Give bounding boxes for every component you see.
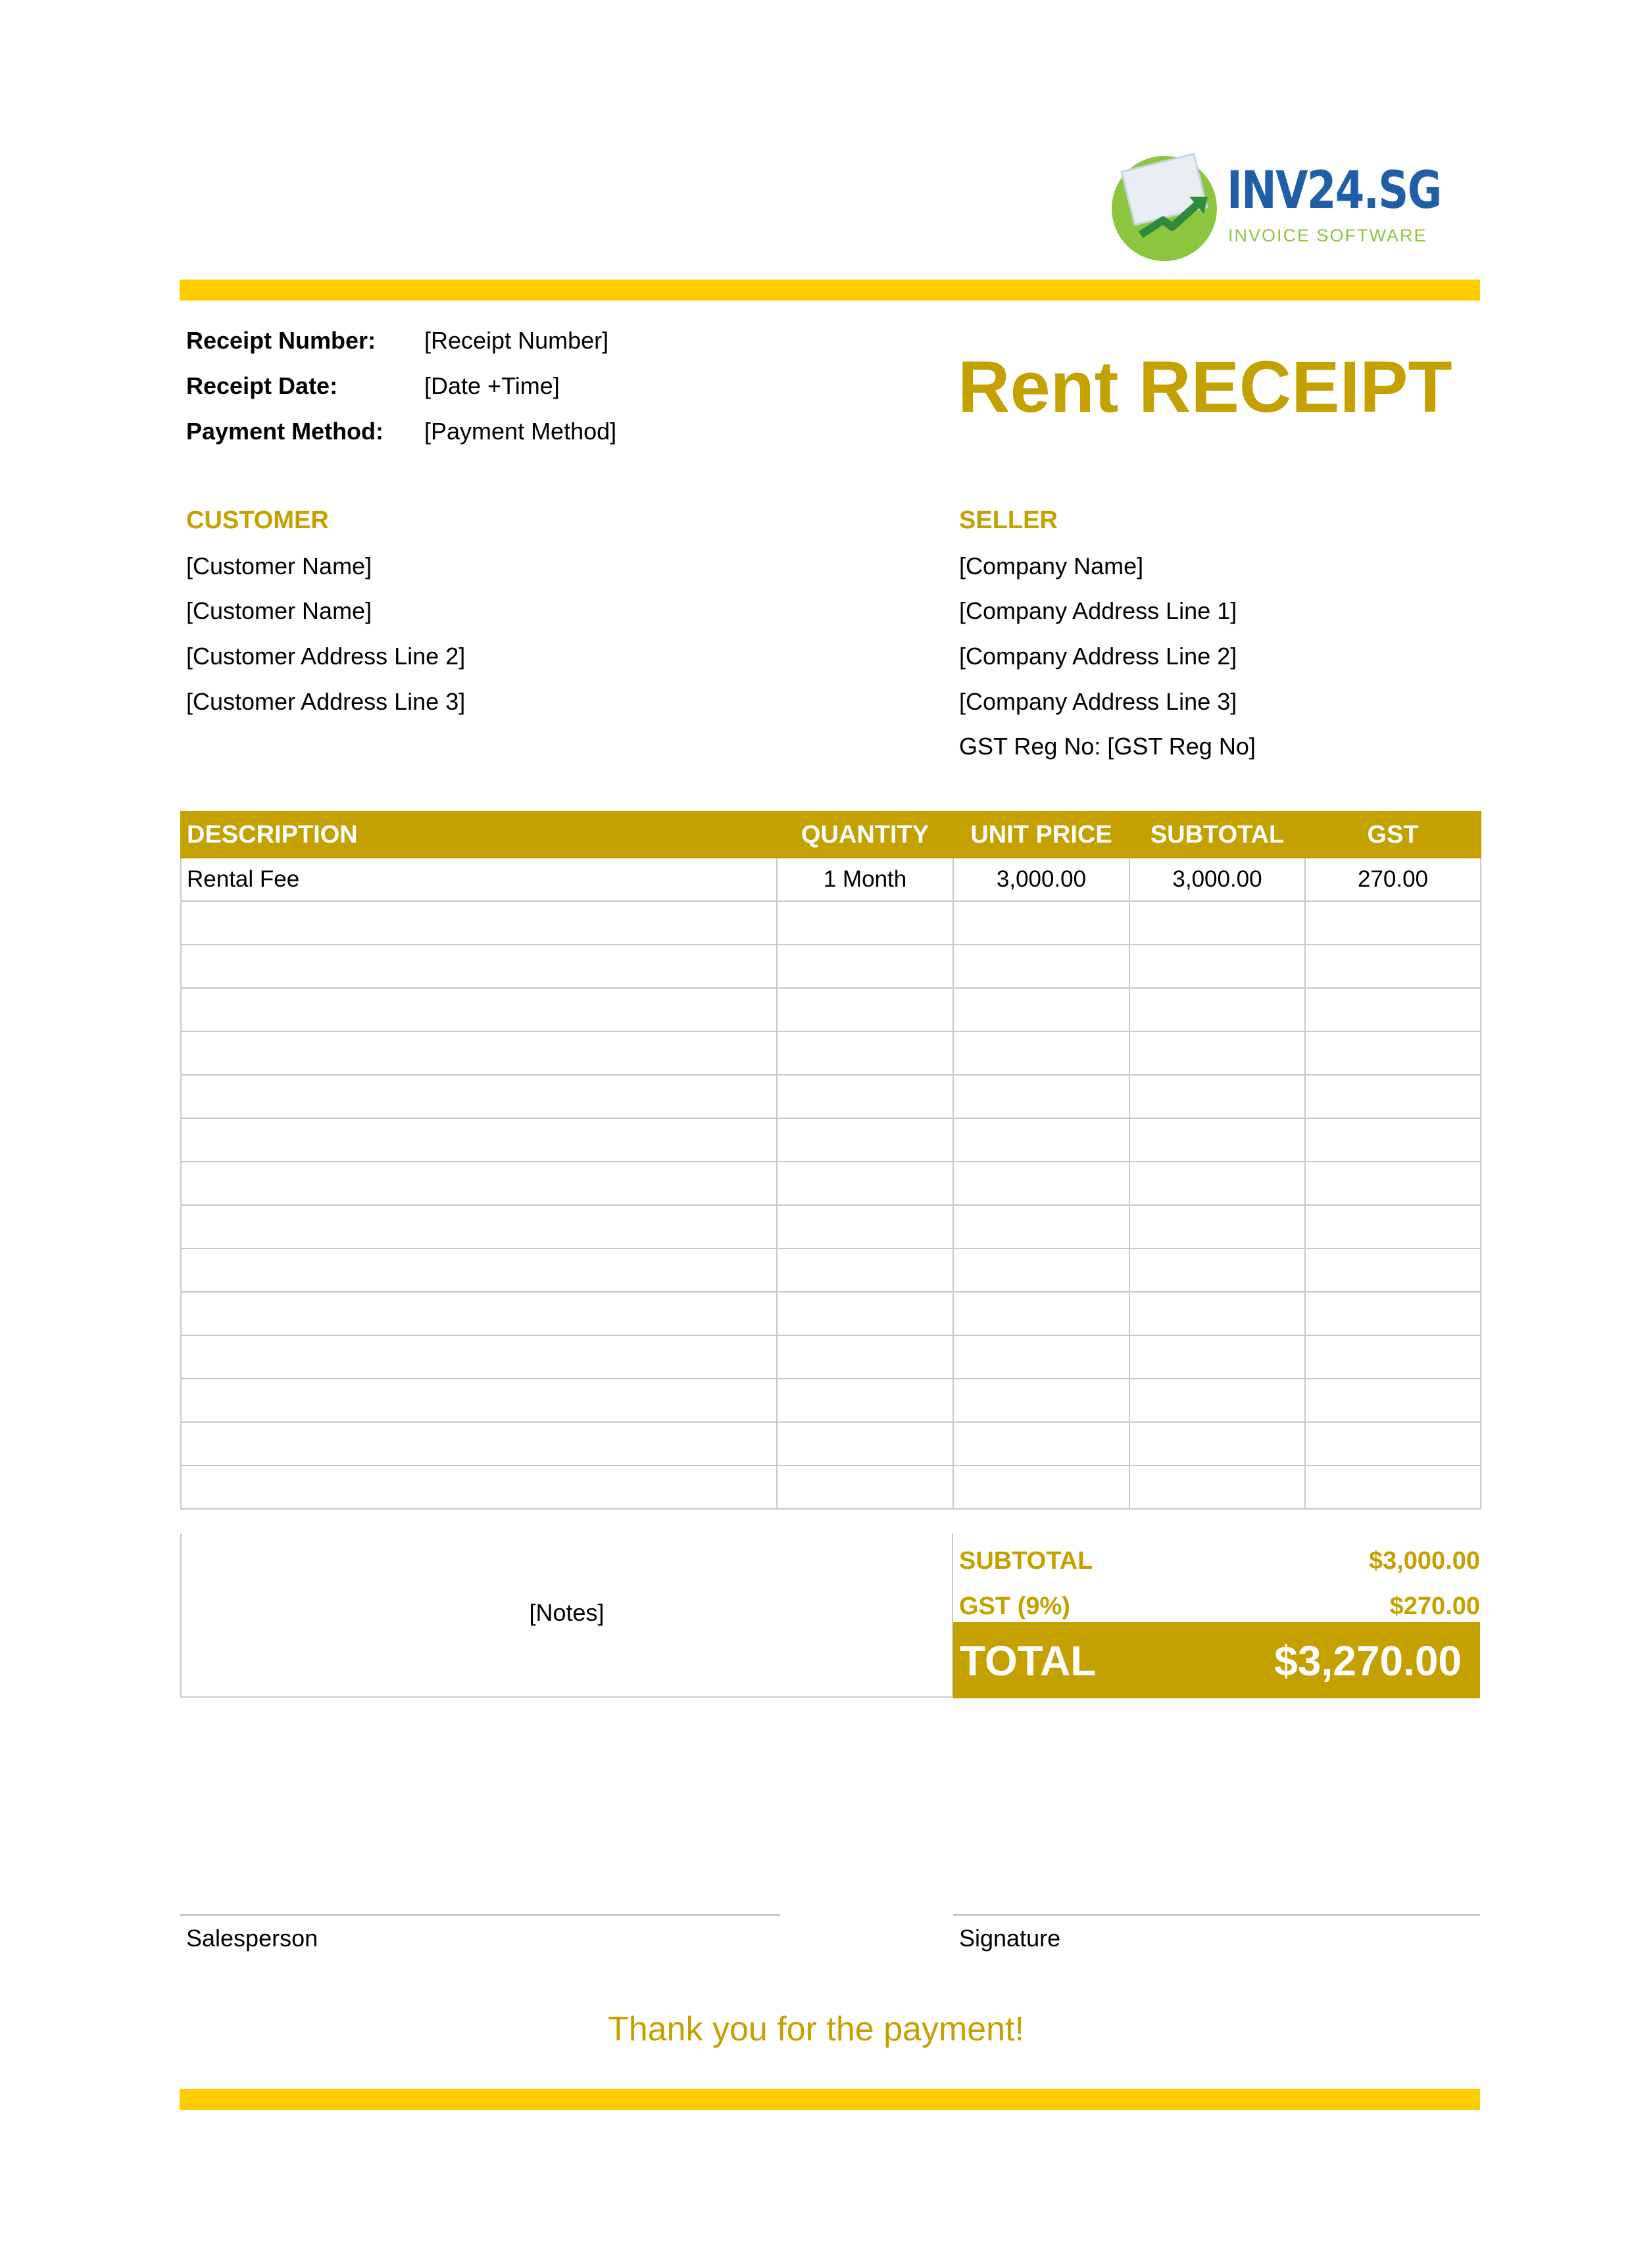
customer-heading: CUSTOMER bbox=[186, 506, 329, 534]
customer-line: [Customer Address Line 3] bbox=[186, 688, 466, 715]
empty-cell bbox=[181, 1075, 777, 1118]
empty-cell bbox=[953, 1335, 1129, 1379]
empty-cell bbox=[953, 988, 1129, 1031]
empty-cell bbox=[1305, 945, 1481, 988]
summary-gst-value: $270.00 bbox=[1389, 1592, 1480, 1620]
empty-cell bbox=[1129, 1335, 1305, 1379]
description-cell: Rental Fee bbox=[181, 858, 777, 901]
empty-cell bbox=[1129, 1075, 1305, 1118]
empty-cell bbox=[953, 1118, 1129, 1162]
customer-line: [Customer Name] bbox=[186, 553, 372, 579]
empty-cell bbox=[777, 988, 953, 1031]
empty-cell bbox=[953, 1162, 1129, 1205]
summary-gst-label: GST (9%) bbox=[959, 1592, 1070, 1620]
receipt-number-label: Receipt Number: bbox=[186, 327, 376, 354]
seller-heading: SELLER bbox=[959, 506, 1058, 534]
table-row-empty bbox=[181, 1466, 1481, 1509]
notes-text: [Notes] bbox=[529, 1599, 605, 1626]
items-table bbox=[180, 811, 1481, 1510]
table-row-empty bbox=[181, 1118, 1481, 1162]
table-header-row bbox=[181, 812, 1481, 858]
empty-cell bbox=[181, 1466, 777, 1509]
table-row-empty bbox=[181, 1335, 1481, 1379]
signature-line bbox=[953, 1914, 1480, 1916]
table-row-empty bbox=[181, 988, 1481, 1031]
empty-cell bbox=[1305, 1248, 1481, 1292]
gst-cell: 270.00 bbox=[1305, 858, 1481, 901]
empty-cell bbox=[953, 945, 1129, 988]
empty-cell bbox=[1129, 901, 1305, 945]
empty-cell bbox=[181, 1292, 777, 1335]
empty-cell bbox=[181, 1379, 777, 1422]
salesperson-label: Salesperson bbox=[186, 1925, 318, 1952]
table-row-empty bbox=[181, 1292, 1481, 1335]
empty-cell bbox=[1129, 1292, 1305, 1335]
empty-cell bbox=[777, 945, 953, 988]
empty-cell bbox=[1129, 1118, 1305, 1162]
table-row-empty bbox=[181, 1205, 1481, 1248]
empty-cell bbox=[777, 1118, 953, 1162]
total-box bbox=[953, 1622, 1480, 1698]
empty-cell bbox=[953, 1075, 1129, 1118]
logo-tagline: INVOICE SOFTWARE bbox=[1228, 226, 1427, 245]
empty-cell bbox=[953, 1466, 1129, 1509]
column-header-unit-price: UNIT PRICE bbox=[953, 812, 1129, 858]
table-row-empty bbox=[181, 1379, 1481, 1422]
seller-line: [Company Name] bbox=[959, 553, 1144, 579]
logo-wordmark: INV24.SG bbox=[1227, 161, 1441, 220]
seller-line: [Company Address Line 3] bbox=[959, 688, 1237, 715]
summary-subtotal-label: SUBTOTAL bbox=[959, 1547, 1093, 1575]
payment-method-label: Payment Method: bbox=[186, 418, 384, 445]
empty-cell bbox=[777, 1162, 953, 1205]
empty-cell bbox=[1129, 1379, 1305, 1422]
thank-you-message: Thank you for the payment! bbox=[607, 2010, 1024, 2048]
customer-line: [Customer Name] bbox=[186, 597, 372, 624]
seller-line: [Company Address Line 1] bbox=[959, 597, 1237, 624]
empty-cell bbox=[181, 1422, 777, 1466]
table-row-empty bbox=[181, 1248, 1481, 1292]
empty-cell bbox=[953, 1422, 1129, 1466]
empty-cell bbox=[953, 901, 1129, 945]
empty-cell bbox=[1129, 1422, 1305, 1466]
column-header-description: DESCRIPTION bbox=[181, 812, 777, 858]
empty-cell bbox=[181, 1118, 777, 1162]
empty-cell bbox=[777, 1422, 953, 1466]
receipt-number-value: [Receipt Number] bbox=[424, 327, 609, 354]
table-row-empty bbox=[181, 945, 1481, 988]
empty-cell bbox=[181, 945, 777, 988]
empty-cell bbox=[1305, 1162, 1481, 1205]
empty-cell bbox=[1305, 1466, 1481, 1509]
column-header-gst: GST bbox=[1305, 812, 1481, 858]
empty-cell bbox=[1305, 1205, 1481, 1248]
empty-cell bbox=[1305, 1292, 1481, 1335]
bottom-accent-bar bbox=[180, 2089, 1480, 2110]
empty-cell bbox=[181, 1335, 777, 1379]
empty-cell bbox=[1129, 945, 1305, 988]
empty-cell bbox=[181, 988, 777, 1031]
receipt-date-value: [Date +Time] bbox=[424, 372, 560, 399]
empty-cell bbox=[1129, 1205, 1305, 1248]
empty-cell bbox=[181, 1248, 777, 1292]
empty-cell bbox=[777, 1031, 953, 1075]
empty-cell bbox=[953, 1379, 1129, 1422]
empty-cell bbox=[181, 1205, 777, 1248]
empty-cell bbox=[953, 1248, 1129, 1292]
empty-cell bbox=[1305, 1075, 1481, 1118]
seller-line: [Company Address Line 2] bbox=[959, 643, 1237, 670]
empty-cell bbox=[953, 1292, 1129, 1335]
empty-cell bbox=[1305, 1379, 1481, 1422]
seller-gst-reg: GST Reg No: [GST Reg No] bbox=[959, 733, 1256, 760]
top-accent-bar bbox=[180, 280, 1480, 301]
empty-cell bbox=[777, 1335, 953, 1379]
customer-line: [Customer Address Line 2] bbox=[186, 643, 466, 670]
payment-method-value: [Payment Method] bbox=[424, 418, 617, 445]
quantity-cell: 1 Month bbox=[777, 858, 953, 901]
table-row-empty bbox=[181, 1031, 1481, 1075]
empty-cell bbox=[777, 1075, 953, 1118]
table-row-empty bbox=[181, 1075, 1481, 1118]
empty-cell bbox=[1129, 1248, 1305, 1292]
table-row-empty bbox=[181, 901, 1481, 945]
empty-cell bbox=[1129, 1031, 1305, 1075]
empty-cell bbox=[777, 1466, 953, 1509]
empty-cell bbox=[1305, 988, 1481, 1031]
subtotal-cell: 3,000.00 bbox=[1129, 858, 1305, 901]
receipt-date-label: Receipt Date: bbox=[186, 372, 338, 399]
empty-cell bbox=[1305, 1031, 1481, 1075]
total-value: $3,270.00 bbox=[1274, 1637, 1462, 1685]
column-header-quantity: QUANTITY bbox=[777, 812, 953, 858]
empty-cell bbox=[953, 1031, 1129, 1075]
signature-label: Signature bbox=[959, 1925, 1061, 1952]
empty-cell bbox=[1305, 1422, 1481, 1466]
company-logo bbox=[1112, 148, 1454, 260]
notes-box bbox=[180, 1533, 953, 1698]
column-header-subtotal: SUBTOTAL bbox=[1129, 812, 1305, 858]
empty-cell bbox=[1305, 901, 1481, 945]
empty-cell bbox=[181, 1162, 777, 1205]
empty-cell bbox=[777, 1292, 953, 1335]
salesperson-signature-line bbox=[180, 1914, 780, 1916]
unit-price-cell: 3,000.00 bbox=[953, 858, 1129, 901]
empty-cell bbox=[1305, 1335, 1481, 1379]
empty-cell bbox=[1129, 1466, 1305, 1509]
page-title: Rent RECEIPT bbox=[958, 347, 1452, 428]
growth-arrow-icon bbox=[1138, 194, 1210, 240]
empty-cell bbox=[1129, 988, 1305, 1031]
empty-cell bbox=[777, 1205, 953, 1248]
empty-cell bbox=[181, 1031, 777, 1075]
empty-cell bbox=[953, 1205, 1129, 1248]
empty-cell bbox=[777, 901, 953, 945]
table-row bbox=[181, 858, 1481, 901]
empty-cell bbox=[181, 901, 777, 945]
empty-cell bbox=[1305, 1118, 1481, 1162]
table-row-empty bbox=[181, 1422, 1481, 1466]
total-label: TOTAL bbox=[960, 1637, 1097, 1685]
empty-cell bbox=[777, 1248, 953, 1292]
empty-cell bbox=[777, 1379, 953, 1422]
summary-subtotal-value: $3,000.00 bbox=[1368, 1547, 1480, 1575]
table-row-empty bbox=[181, 1162, 1481, 1205]
empty-cell bbox=[1129, 1162, 1305, 1205]
